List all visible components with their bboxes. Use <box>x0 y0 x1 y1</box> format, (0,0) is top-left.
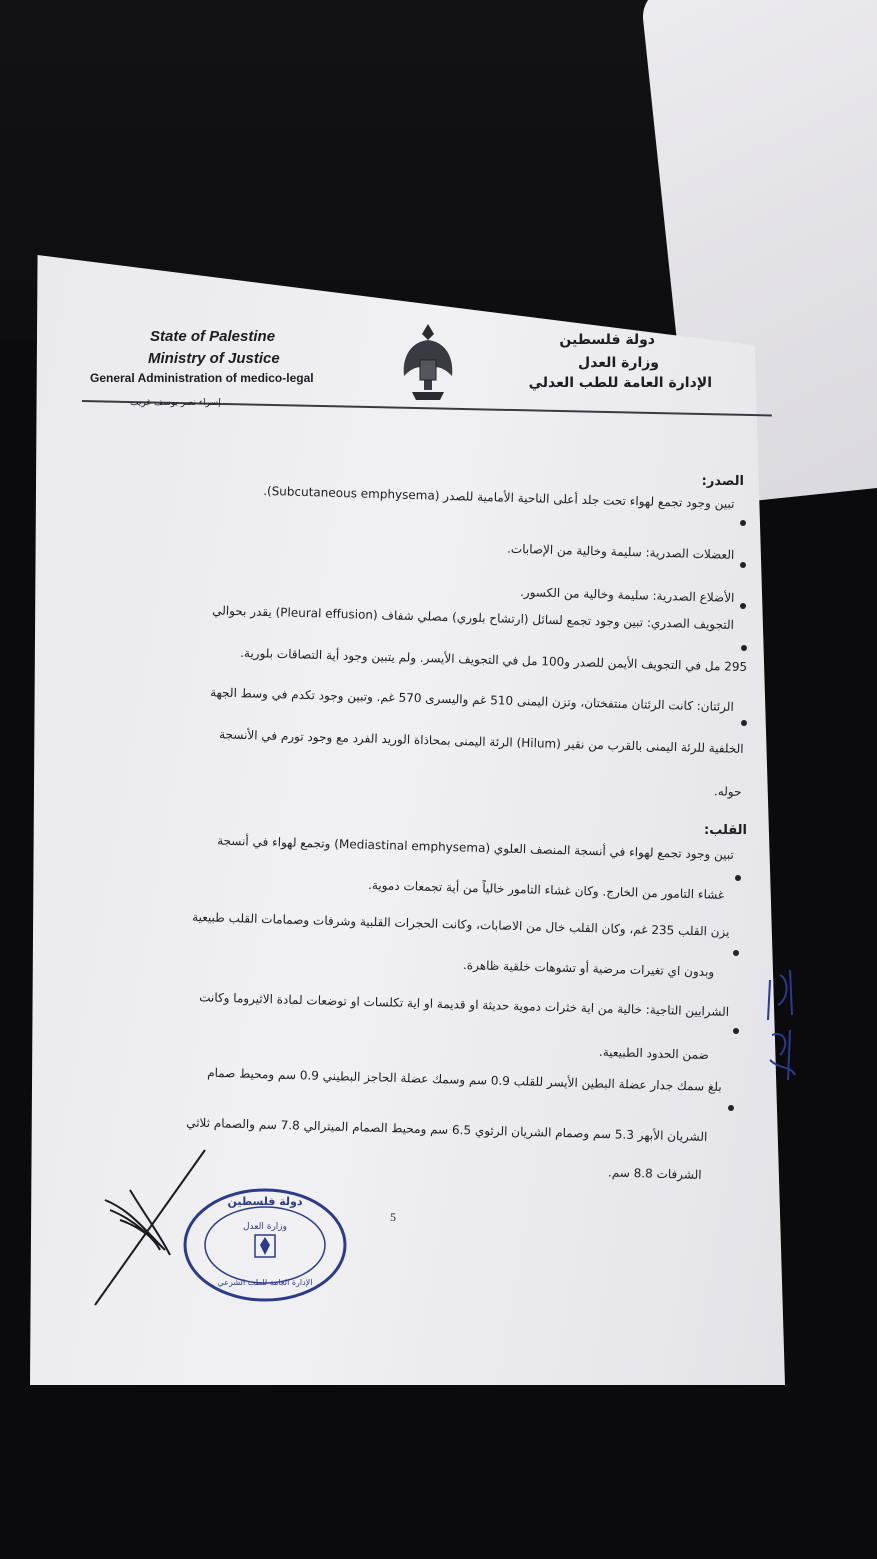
chest-line-5: 295 مل في التجويف الأيمن للصدر و100 مل في التجويف الأيسر. ولم يتبين وجود أية التصاقات بلورية. <box>239 645 748 674</box>
heart-line-4: وبدون اي تغيرات مرضية أو تشوهات خلقية ظاهرة. <box>462 957 715 979</box>
heart-line-8: الشريان الأبهر 5.3 سم وصمام الشريان الرئوي 6.5 سم ومحيط الصمام الميترالي 7.8 سم والصمام ثلاثي <box>185 1115 708 1144</box>
stamp-text-top: دولة فلسطين <box>227 1195 303 1208</box>
section-heading-chest: الصدر: <box>701 474 744 489</box>
stamp-text-mid: وزارة العدل <box>243 1222 287 1232</box>
palestine-eagle-emblem-icon <box>398 320 458 404</box>
chest-line-1: تبين وجود تجمع لهواء تحت جلد أعلى الناحية الأمامية للصدر (Subcutaneous emphysema). <box>262 483 735 511</box>
header-ar-state: دولة فلسطين <box>559 332 655 348</box>
heart-line-3: يزن القلب 235 غم، وكان القلب خال من الاصابات، وكانت الحجرات القلبية وشرفات وصمامات القلب طبيعية <box>191 909 730 939</box>
chest-line-2: العضلات الصدرية: سليمة وخالية من الإصابات. <box>506 541 735 562</box>
bullet <box>733 950 739 956</box>
heart-line-6: ضمن الحدود الطبيعية. <box>599 1044 710 1062</box>
bullet <box>741 720 747 726</box>
bullet <box>735 875 741 881</box>
header-en-state: State of Palestine <box>150 328 276 345</box>
header-ar-administration: الإدارة العامة للطب العدلي <box>528 375 712 391</box>
official-stamp <box>180 1185 350 1305</box>
subject-name: إسراء نصر يوسف غريب <box>130 398 221 408</box>
chest-line-7: الخلفية للرئة اليمنى بالقرب من نقير (Hilum) الرئة اليمنى بمحاذاة الوريد الفرد مع وجود تورم في الأنسجة <box>219 727 745 756</box>
handwritten-margin-note <box>760 960 805 1090</box>
header-ar-ministry: وزارة العدل <box>578 355 659 371</box>
section-heading-heart: القلب: <box>704 823 747 838</box>
chest-line-3: الأضلاع الصدرية: سليمة وخالية من الكسور. <box>519 585 735 605</box>
header-en-ministry: Ministry of Justice <box>148 350 280 367</box>
stamp-text-bottom: الإدارة العامة للطب الشرعي <box>217 1278 313 1287</box>
bullet <box>728 1105 734 1111</box>
chest-line-8: حوله. <box>714 784 743 799</box>
bullet <box>740 603 746 609</box>
chest-line-6: الرئتان: كانت الرئتان منتفختان، وتزن اليمنى 510 غم واليسرى 570 غم. وتبين وجود تكدم في وسط الجهة <box>210 685 735 714</box>
heart-line-5: الشرايين التاجية: خالية من اية خثرات دموية حديثة او قديمة او اية تكلسات او توضعات لمادة الاثيروما وكانت <box>198 990 730 1019</box>
bullet <box>740 562 746 568</box>
header-en-administration: General Administration of medico-legal <box>90 371 314 385</box>
bullet <box>741 645 747 651</box>
bullet <box>733 1028 739 1034</box>
chest-line-4: التجويف الصدري: تبين وجود تجمع لسائل (ارتشاح بلوري) مصلي شفاف (Pleural effusion) يقدر بحوالي <box>212 603 735 632</box>
bullet <box>740 520 746 526</box>
page-number: 5 <box>390 1210 396 1224</box>
heart-line-7: بلغ سمك جدار عضلة البطين الأيسر للقلب 0.9 سم وسمك عضلة الحاجز البطيني 0.9 سم ومحيط صمام <box>207 1065 723 1094</box>
heart-line-1: تبين وجود تجمع لهواء في أنسجة المنصف العلوي (Mediastinal emphysema) وتجمع لهواء في أنسجة <box>217 833 735 862</box>
heart-line-2: غشاء التامور من الخارج. وكان غشاء التامور خالياً من أية تجمعات دموية. <box>367 878 725 902</box>
heart-line-9: الشرفات 8.8 سم. <box>608 1165 703 1182</box>
